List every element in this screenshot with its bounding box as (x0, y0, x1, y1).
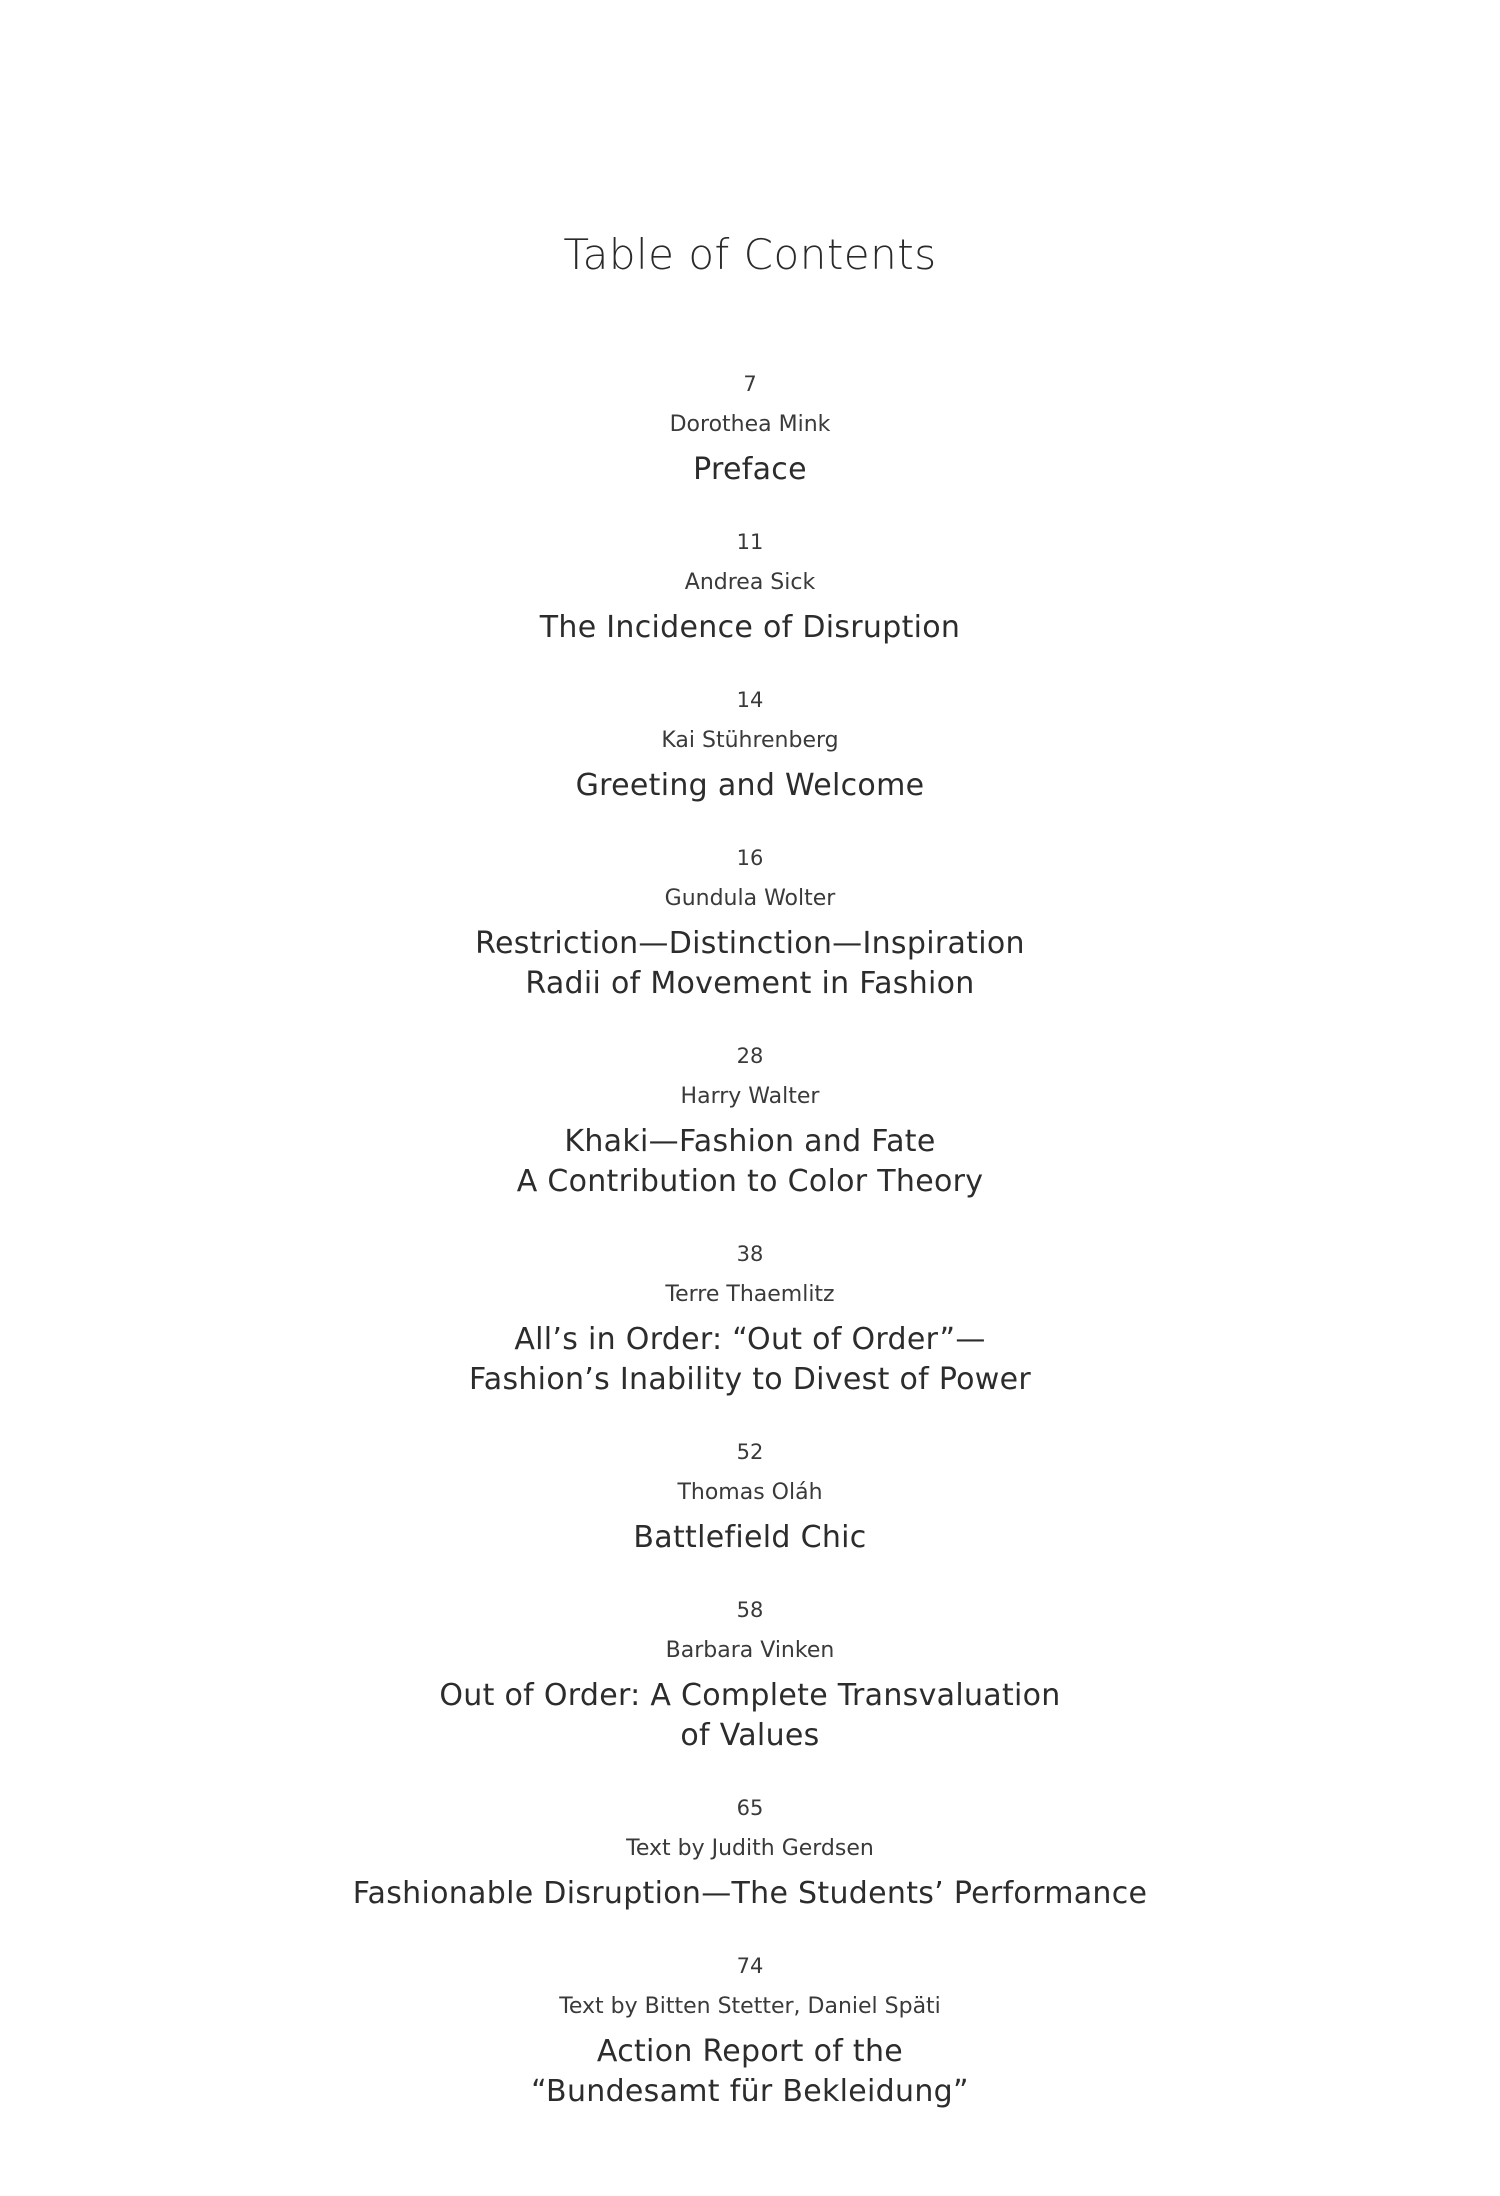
toc-page-number: 28 (736, 1044, 764, 1068)
toc-title-line: Restriction—Distinction—Inspiration (475, 926, 1025, 961)
toc-entry (0, 530, 1500, 648)
toc-title-line: Preface (693, 452, 807, 487)
toc-entry (0, 1044, 1500, 1202)
toc-page-number: 38 (736, 1242, 764, 1266)
toc-entry (0, 1954, 1500, 2112)
toc-title-line: Radii of Movement in Fashion (525, 966, 975, 1001)
toc-page-number: 74 (736, 1954, 764, 1978)
toc-author: Barbara Vinken (665, 1638, 835, 1663)
toc-author: Dorothea Mink (669, 412, 831, 437)
toc-entry (0, 1440, 1500, 1558)
toc-title-line: Action Report of the (596, 2034, 904, 2069)
toc-author: Harry Walter (680, 1084, 820, 1109)
toc-title-line: Fashion’s Inability to Divest of Power (468, 1362, 1032, 1397)
toc-title-line: A Contribution to Color Theory (516, 1164, 984, 1199)
toc-page-number: 65 (736, 1796, 764, 1820)
toc-author: Thomas Oláh (677, 1480, 823, 1505)
toc-page-number: 14 (736, 688, 764, 712)
toc-title-line: Out of Order: A Complete Transvaluation (439, 1678, 1061, 1713)
toc-entry (0, 688, 1500, 806)
toc-title-line: “Bundesamt für Bekleidung” (531, 2074, 969, 2109)
toc-title-line: Battlefield Chic (633, 1520, 867, 1555)
page-title: Table of Contents (563, 230, 937, 279)
toc-author: Gundula Wolter (664, 886, 836, 911)
toc-author: Kai Stührenberg (661, 728, 839, 753)
toc-entry (0, 372, 1500, 490)
toc-page-number: 58 (736, 1598, 764, 1622)
toc-title-line: of Values (680, 1718, 820, 1753)
toc-author: Terre Thaemlitz (665, 1282, 835, 1307)
toc-title-line: The Incidence of Disruption (539, 610, 961, 645)
toc-author: Text by Bitten Stetter, Daniel Späti (559, 1994, 941, 2019)
toc-page-number: 7 (743, 372, 757, 396)
toc-page-number: 11 (736, 530, 764, 554)
toc-author: Text by Judith Gerdsen (626, 1836, 874, 1861)
toc-author: Andrea Sick (684, 570, 816, 595)
toc-title-line: All’s in Order: “Out of Order”— (514, 1322, 986, 1357)
toc-page-number: 52 (736, 1440, 764, 1464)
toc-title-line: Khaki—Fashion and Fate (564, 1124, 936, 1159)
toc-title-line: Greeting and Welcome (575, 768, 925, 803)
toc-page-number: 16 (736, 846, 764, 870)
toc-entry (0, 846, 1500, 1004)
toc-entry (0, 1242, 1500, 1400)
toc-title-line: Fashionable Disruption—The Students’ Performance (352, 1876, 1148, 1911)
toc-entry (0, 1796, 1500, 1914)
toc-entry (0, 1598, 1500, 1756)
